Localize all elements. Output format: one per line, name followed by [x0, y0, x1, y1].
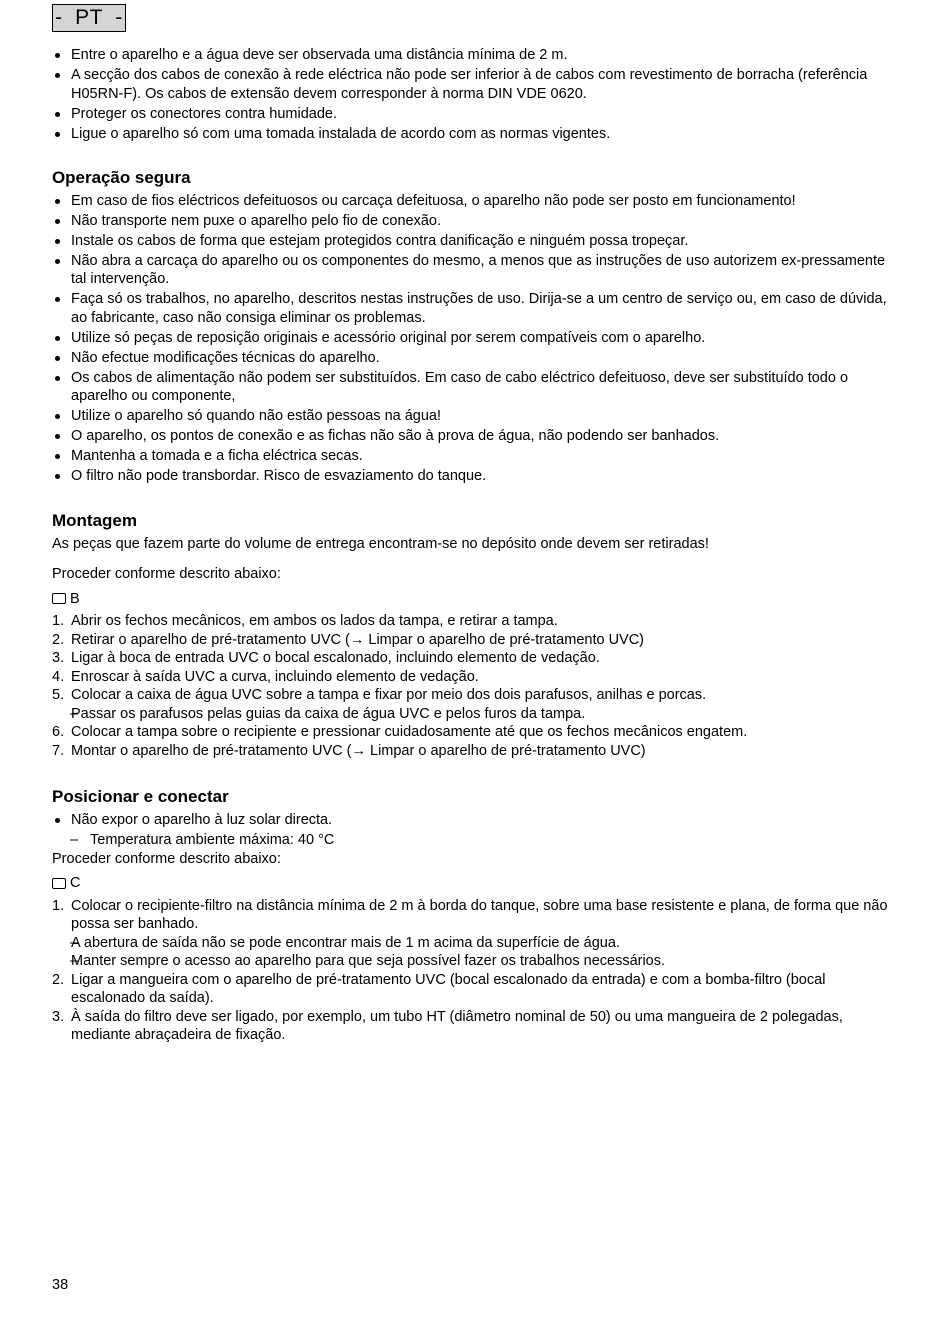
document-page [52, 4, 892, 1045]
list-item: Utilize só peças de reposição originais e acessório original por serem compatíveis com o aparelho. [52, 329, 892, 348]
list-item: Não transporte nem puxe o aparelho pelo fio de conexão. [52, 212, 892, 231]
list-item: 3. À saída do filtro deve ser ligado, por exemplo, um tubo HT (diâmetro nominal de 50) ou uma mangueira de 2 polegadas, mediante abraçadeira de fixação. [52, 1008, 843, 1043]
list-item: Não efectue modificações técnicas do aparelho. [52, 349, 892, 368]
list-sub-item: – A abertura de saída não se pode encontrar mais de 1 m acima da superfície de água. [52, 934, 892, 953]
list-item: Proteger os conectores contra humidade. [52, 105, 892, 124]
posicionar-proceed: Proceder conforme descrito abaixo: [52, 850, 281, 867]
figure-icon [52, 593, 66, 604]
list-item: 6. Colocar a tampa sobre o recipiente e pressionar cuidadosamente até que os fechos mecânicos engatem. [52, 724, 748, 740]
list-sub-item: – Manter sempre o acesso ao aparelho para que seja possível fazer os trabalhos necessários. [52, 952, 892, 971]
list-item: 4. Enroscar à saída UVC a curva, incluindo elemento de vedação. [52, 668, 479, 685]
list-item: A secção dos cabos de conexão à rede eléctrica não pode ser inferior à de cabos com revestimento de borracha (referência H05RN-F). Os cabos de extensão devem corresponder à norma DIN VDE 0620. [52, 66, 892, 103]
list-item: 3. Ligar à boca de entrada UVC o bocal escalonado, incluindo elemento de vedação. [52, 650, 600, 666]
figure-reference-b [52, 590, 892, 609]
list-item: 1. Colocar o recipiente-filtro na distância mínima de 2 m à borda do tanque, sobre uma base resistente e plana, de forma que não possa ser banhado. [52, 897, 888, 932]
list-item: 7. Montar o aparelho de pré-tratamento UVC (→ Limpar o aparelho de pré-tratamento UVC) [52, 742, 646, 759]
list-item: 5. Colocar a caixa de água UVC sobre a tampa e fixar por meio dos dois parafusos, anilhas e porcas. [52, 687, 707, 703]
figure-label: B [70, 590, 80, 607]
posicionar-heading: Posicionar e conectar [52, 787, 229, 806]
intro-bullet-list [52, 46, 892, 143]
posicionar-list [52, 811, 892, 830]
list-item: Utilize o aparelho só quando não estão pessoas na água! [52, 407, 892, 426]
figure-reference-c [52, 874, 892, 893]
list-item: Em caso de fios eléctricos defeituosos ou carcaça defeituosa, o aparelho não pode ser posto em funcionamento! [52, 192, 892, 211]
list-item: 2. Retirar o aparelho de pré-tratamento UVC (→ Limpar o aparelho de pré-tratamento UVC) [52, 631, 645, 648]
montagem-proceed: Proceder conforme descrito abaixo: [52, 566, 281, 582]
page-number: 38 [52, 1277, 69, 1293]
list-item: Instale os cabos de forma que estejam protegidos contra danificação e ninguém possa tropeçar. [52, 232, 892, 251]
list-item: Mantenha a tomada e a ficha eléctrica secas. [52, 447, 892, 466]
list-item: Não abra a carcaça do aparelho ou os componentes do mesmo, a menos que as instruções de uso autorizem ex-pressamente tal intervenção. [52, 252, 892, 289]
list-sub-item: – Passar os parafusos pelas guias da caixa de água UVC e pelos furos da tampa. [52, 705, 892, 724]
list-sub-item: – Temperatura ambiente máxima: 40 °C [52, 831, 892, 850]
posicionar-steps [52, 897, 892, 1045]
safe-operation-heading: Operação segura [52, 168, 191, 187]
figure-label: C [70, 875, 81, 891]
montagem-steps [52, 612, 892, 760]
montagem-intro: As peças que fazem parte do volume de entrega encontram-se no depósito onde devem ser retiradas! [52, 535, 709, 552]
list-item: Não expor o aparelho à luz solar directa. [52, 811, 892, 830]
list-item: O filtro não pode transbordar. Risco de esvaziamento do tanque. [52, 467, 892, 486]
list-item: 1. Abrir os fechos mecânicos, em ambos os lados da tampa, e retirar a tampa. [52, 613, 558, 629]
list-item: Faça só os trabalhos, no aparelho, descritos nestas instruções de uso. Dirija-se a um centro de serviço ou, em caso de dúvida, ao fabricante, caso não consiga eliminar os problemas. [52, 290, 892, 327]
list-item: Os cabos de alimentação não podem ser substituídos. Em caso de cabo eléctrico defeituoso, deve ser substituído todo o aparelho ou componente, [52, 369, 892, 406]
list-item: Entre o aparelho e a água deve ser observada uma distância mínima de 2 m. [52, 46, 892, 65]
list-item: 2. Ligar a mangueira com o aparelho de pré-tratamento UVC (bocal escalonado da entrada) e com a bomba-filtro (bocal escalonado da saída). [52, 971, 826, 1006]
list-item: O aparelho, os pontos de conexão e as fichas não são à prova de água, não podendo ser banhados. [52, 427, 892, 446]
figure-icon [52, 878, 66, 889]
language-tab: - PT - [52, 4, 126, 32]
list-item: Ligue o aparelho só com uma tomada instalada de acordo com as normas vigentes. [52, 125, 892, 144]
safe-operation-list [52, 192, 892, 486]
montagem-heading: Montagem [52, 510, 137, 530]
